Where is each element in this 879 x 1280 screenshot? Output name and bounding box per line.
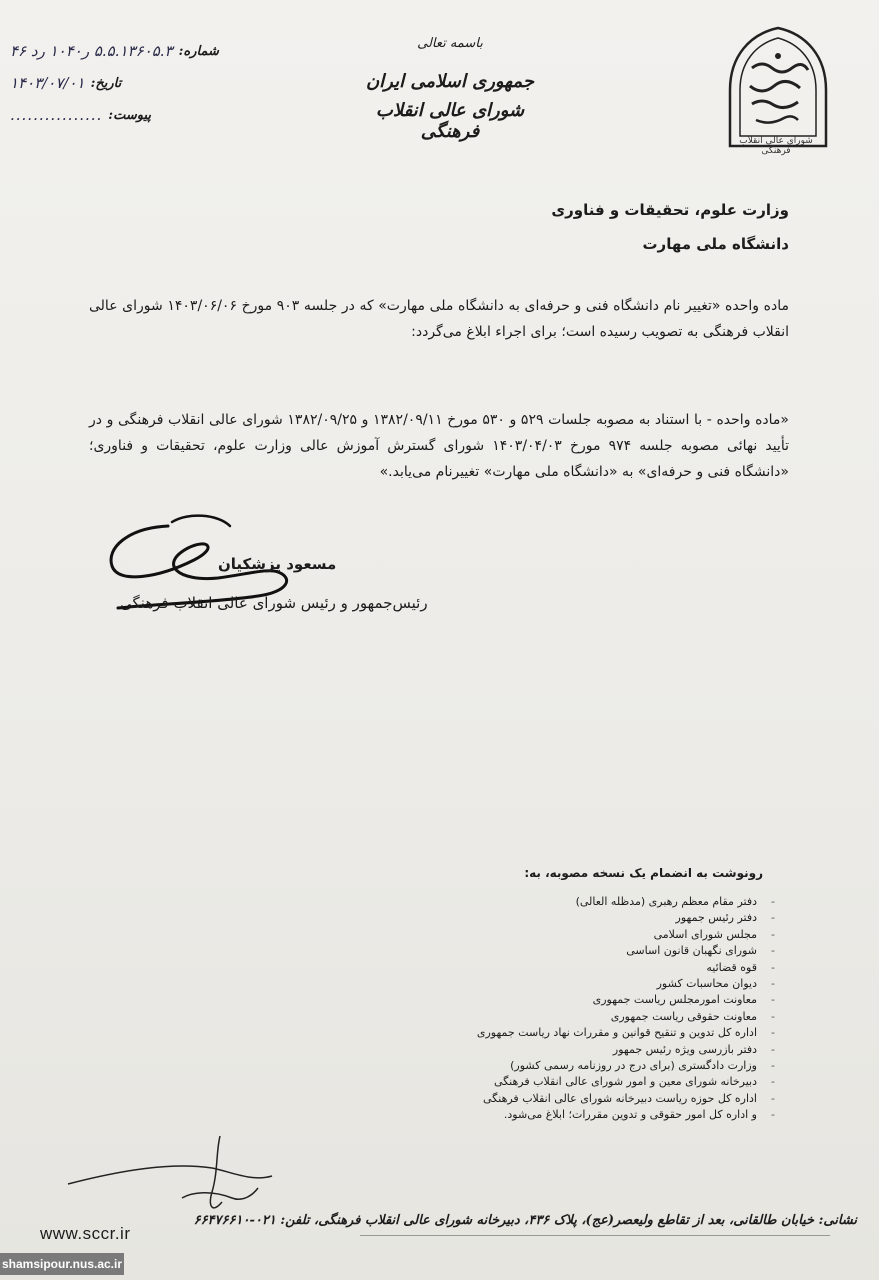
addressee: [551, 193, 789, 261]
source-watermark: shamsipour.nus.ac.ir: [0, 1253, 124, 1275]
bismillah-heading: باسمه تعالی: [417, 36, 483, 51]
cc-item: معاونت حقوقی ریاست جمهوری -: [433, 1009, 763, 1025]
council-heading: شورای عالی انقلاب فرهنگی: [375, 100, 525, 142]
body-paragraph-1: ماده واحده «تغییر نام دانشگاه فنی و حرفه‌ای به دانشگاه ملی مهارت» که در جلسه ۹۰۳ مورخ ۱۴۰۳/۰۶/۰۶ شورای عالی انقلاب فرهنگی به تصویب رسیده است؛ برای اجراء ابلاغ می‌گردد:: [89, 298, 789, 340]
attachment-label: پیوست:: [108, 107, 152, 123]
cc-item: اداره کل تدوین و تنقیح قوانین و مقررات نهاد ریاست جمهوری -: [433, 1025, 763, 1041]
letterhead: [360, 36, 540, 142]
emblem-caption: شورای عالی انقلاب فرهنگی: [739, 136, 813, 156]
footer-address: نشانی: خیابان طالقانی، بعد از تقاطع ولیعصر(عج)، پلاک ۴۳۶، دبیرخانه شورای عالی انقلاب فرهنگی، تلفن: ۰۲۱-۶۶۴۷۶۶۱۰: [193, 1213, 857, 1228]
cc-heading: رونوشت به انضمام یک نسخه مصوبه، به:: [524, 866, 763, 880]
addressee-ministry: وزارت علوم، تحقیقات و فناوری: [551, 201, 789, 219]
signatory-title: رئیس‌جمهور و رئیس شورای عالی انقلاب فرهنگی: [120, 594, 428, 612]
cc-item: دبیرخانه شورای معین و امور شورای عالی انقلاب فرهنگی -: [433, 1074, 763, 1090]
footer-rule: [360, 1235, 830, 1236]
number-value: ۵.۵.۱۳۶۰۵.۳ ر۱۰۴۰ رد ۴۶: [10, 42, 173, 60]
cc-item: اداره کل حوزه ریاست دبیرخانه شورای عالی انقلاب فرهنگی -: [433, 1091, 763, 1107]
attachment-value: ................: [10, 106, 103, 124]
initials-scribble: [62, 1132, 282, 1222]
number-label: شماره:: [178, 43, 219, 59]
cc-item: قوه قضائیه -: [433, 960, 763, 976]
cc-item: دیوان محاسبات کشور -: [433, 976, 763, 992]
cc-item: شورای نگهبان قانون اساسی -: [433, 943, 763, 959]
cc-item: مجلس شورای اسلامی -: [433, 927, 763, 943]
date-value: ۱۴۰۳/۰۷/۰۱: [10, 74, 85, 92]
cc-list: [433, 894, 763, 1124]
cc-item: دفتر رئیس جمهور -: [433, 910, 763, 926]
addressee-university: دانشگاه ملی مهارت: [642, 235, 789, 253]
website-link[interactable]: www.sccr.ir: [40, 1224, 131, 1243]
cc-item: معاونت امورمجلس ریاست جمهوری -: [433, 992, 763, 1008]
council-emblem-icon: [722, 24, 834, 154]
attachment-row: [10, 106, 220, 124]
date-label: تاریخ:: [90, 75, 122, 91]
signatory-name: مسعود پزشکیان: [218, 555, 337, 573]
body-paragraph-2: «ماده واحده - با استناد به مصوبه جلسات ۵۲۹ و ۵۳۰ مورخ ۱۳۸۲/۰۹/۱۱ و ۱۳۸۲/۰۹/۲۵ شورای عالی انقلاب فرهنگی و در تأیید نهائی مصوبه جلسه ۹۷۴ مورخ ۱۴۰۳/۰۴/۰۳ شورای گسترش آموزش عالی وزارت علوم، تحقیقات و فناوری؛ «دانشگاه فنی و حرفه‌ای» به «دانشگاه ملی مهارت» تغییرنام می‌یابد.»: [89, 412, 789, 480]
cc-item: دفتر مقام معظم رهبری (مدظله العالی) -: [433, 894, 763, 910]
letter-meta: [10, 42, 220, 138]
cc-item: وزارت دادگستری (برای درج در روزنامه رسمی کشور) -: [433, 1058, 763, 1074]
republic-heading: جمهوری اسلامی ایران: [365, 71, 535, 92]
date-row: [10, 74, 220, 92]
cc-item: و اداره کل امور حقوقی و تدوین مقررات؛ ابلاغ می‌شود. -: [433, 1107, 763, 1123]
number-row: [10, 42, 220, 60]
cc-item: دفتر بازرسی ویژه رئیس جمهور -: [433, 1042, 763, 1058]
